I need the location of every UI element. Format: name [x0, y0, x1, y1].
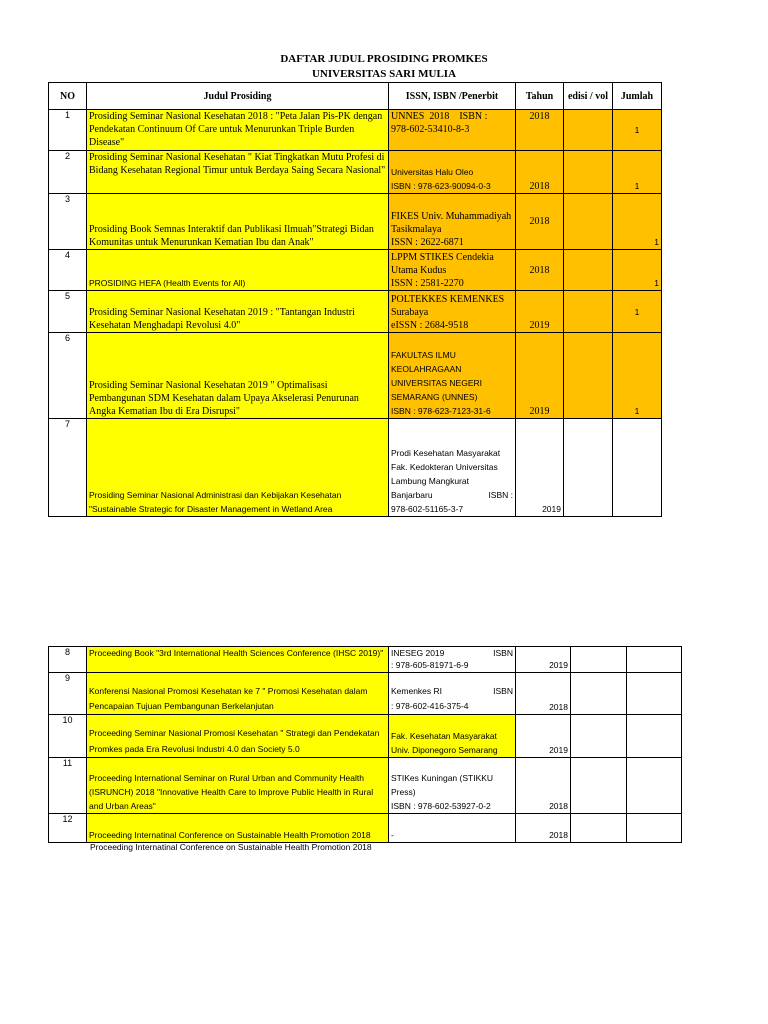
- row-edisi: [564, 151, 613, 194]
- row-edisi: [564, 419, 613, 517]
- header-judul: Judul Prosiding: [87, 83, 389, 110]
- table-row: [49, 673, 682, 715]
- row-no: 6: [49, 333, 87, 419]
- row-edisi: [564, 194, 613, 250]
- row-edisi: [564, 291, 613, 333]
- row-edisi: [571, 758, 627, 814]
- row-no: 4: [49, 250, 87, 291]
- row-edisi: [571, 814, 627, 843]
- table-row: [49, 814, 682, 843]
- row-judul: PROSIDING HEFA (Health Events for All): [87, 250, 389, 291]
- row-jumlah: [627, 647, 682, 673]
- row-no: 9: [49, 673, 87, 715]
- document-title: DAFTAR JUDUL PROSIDING PROMKES: [280, 53, 488, 65]
- row-tahun: 2018: [516, 250, 564, 291]
- row-jumlah: [627, 814, 682, 843]
- row-penerbit: [389, 647, 516, 673]
- header-no: NO: [49, 83, 87, 110]
- penerbit-isbn-label: ISBN :: [488, 490, 513, 500]
- row-edisi: [571, 673, 627, 715]
- row-judul: Proceeding International Seminar on Rural Urban and Community Health (ISRUNCH) 2018 "Innovative Health Care to Improve Public Health in Rural and Urban Areas": [87, 758, 389, 814]
- row-judul: Prosiding Seminar Nasional Kesehatan " Kiat Tingkatkan Mutu Profesi di Bidang Kesehatan Regional Timur untuk Berdaya Saing Secara Nasional": [87, 151, 389, 194]
- row-penerbit: [389, 758, 516, 814]
- row-tahun: 2019: [516, 291, 564, 333]
- table-row: [49, 758, 682, 814]
- penerbit-line: ISSN : 2581-2270: [391, 278, 464, 289]
- row-penerbit: [389, 333, 516, 419]
- row-tahun: 2018: [516, 194, 564, 250]
- header-edisi: edisi / vol: [564, 83, 613, 110]
- row-jumlah: 1: [613, 333, 662, 419]
- table-row: [49, 419, 662, 517]
- row-no: 7: [49, 419, 87, 517]
- table-row: [49, 110, 662, 151]
- prosiding-table: [48, 82, 662, 517]
- row-penerbit: -: [389, 814, 516, 843]
- penerbit-isbn-label: ISBN: [493, 648, 513, 658]
- table-header-row: [49, 83, 662, 110]
- penerbit-line: [391, 647, 513, 659]
- penerbit-line: FAKULTAS ILMU KEOLAHRAGAAN UNIVERSITAS NEGERI SEMARANG (UNNES): [391, 350, 482, 402]
- row-judul: Prosiding Seminar Nasional Kesehatan 2019 " Optimalisasi Pembangunan SDM Kesehatan dalam Upaya Akselerasi Penurunan Angka Kematian Ibu di Era Disrupsi": [87, 333, 389, 419]
- penerbit-line: FIKES Univ. Muhammadiyah Tasikmalaya: [391, 211, 512, 235]
- penerbit-line: Prodi Kesehatan Masyarakat Fak. Kedokteran Universitas Lambung Mangkurat: [391, 448, 501, 486]
- row-no: 5: [49, 291, 87, 333]
- table-row: [49, 333, 662, 419]
- penerbit-line: UNNES 2018 ISBN :: [391, 111, 488, 122]
- penerbit-line: : 978-605-81971-6-9: [391, 660, 469, 670]
- row-penerbit: [389, 151, 516, 194]
- penerbit-line: POLTEKKES KEMENKES Surabaya: [391, 294, 505, 318]
- row-jumlah: 1: [613, 250, 662, 291]
- row-no: 10: [49, 715, 87, 758]
- row-no: 2: [49, 151, 87, 194]
- row-judul: Proceeding Seminar Nasional Promosi Kesehatan " Strategi dan Pendekatan Promkes pada Era Revolusi Industri 4.0 dan Society 5.0: [87, 715, 389, 758]
- row-edisi: [571, 715, 627, 758]
- row-penerbit: [389, 250, 516, 291]
- table-row: [49, 291, 662, 333]
- row-penerbit: Fak. Kesehatan Masyarakat Univ. Diponegoro Semarang: [389, 715, 516, 758]
- penerbit-line: ISSN : 2622-6871: [391, 237, 464, 248]
- row-penerbit: [389, 673, 516, 715]
- header-jumlah: Jumlah: [613, 83, 662, 110]
- row-no: 11: [49, 758, 87, 814]
- row-edisi: [571, 647, 627, 673]
- header-penerbit: ISSN, ISBN /Penerbit: [389, 83, 516, 110]
- row-penerbit: [389, 291, 516, 333]
- row-judul: Prosiding Seminar Nasional Kesehatan 2019 : "Tantangan Industri Kesehatan Menghadapi Revolusi 4.0": [87, 291, 389, 333]
- row-tahun: 2018: [516, 673, 571, 715]
- row-jumlah: 1: [613, 151, 662, 194]
- penerbit-line: STIKes Kuningan (STIKKU Press): [391, 773, 494, 797]
- row-tahun: 2018: [516, 758, 571, 814]
- row-judul: Proceeding Book "3rd International Health Sciences Conference (IHSC 2019)": [87, 647, 389, 673]
- table-row: [49, 647, 682, 673]
- penerbit-name: INESEG 2019: [391, 648, 445, 658]
- penerbit-city: Banjarbaru: [391, 490, 433, 500]
- row-edisi: [564, 250, 613, 291]
- table-row: [49, 151, 662, 194]
- prosiding-table-continued: [48, 646, 682, 843]
- row-tahun: 2018: [516, 151, 564, 194]
- row-jumlah: [613, 419, 662, 517]
- table-row: [49, 715, 682, 758]
- header-tahun: Tahun: [516, 83, 564, 110]
- penerbit-line: ISBN : 978-623-7123-31-6: [391, 406, 491, 416]
- penerbit-line: [391, 488, 513, 502]
- penerbit-isbn-label: ISBN: [493, 686, 513, 696]
- penerbit-line: 978-602-53410-8-3: [391, 124, 470, 135]
- row-judul: Prosiding Book Semnas Interaktif dan Publikasi Ilmuah"Strategi Bidan Komunitas untuk Menurunkan Kematian Ibu dan Anak": [87, 194, 389, 250]
- row-tahun: 2018: [516, 110, 564, 151]
- row-jumlah: 1: [613, 194, 662, 250]
- penerbit-line: Universitas Halu Oleo: [391, 167, 474, 177]
- penerbit-line: ISBN : 978-623-90094-0-3: [391, 181, 491, 191]
- row-jumlah: [627, 673, 682, 715]
- row-edisi: [564, 333, 613, 419]
- row-no: 3: [49, 194, 87, 250]
- row-tahun: 2019: [516, 715, 571, 758]
- row-no: 8: [49, 647, 87, 673]
- penerbit-line: eISSN : 2684-9518: [391, 320, 469, 331]
- row-judul: Prosiding Seminar Nasional Kesehatan 2018 : "Peta Jalan Pis-PK dengan Pendekatan Continuum Of Care untuk Menurunkan Triple Burden Disease": [87, 110, 389, 151]
- row-judul: Prosiding Seminar Nasional Administrasi dan Kebijakan Kesehatan "Sustainable Strategic for Disaster Management in Wetland Area: [87, 419, 389, 517]
- row-tahun: 2019: [516, 333, 564, 419]
- row-penerbit: [389, 194, 516, 250]
- penerbit-line: ISBN : 978-602-53927-0-2: [391, 801, 491, 811]
- penerbit-line: 978-602-51165-3-7: [391, 504, 464, 514]
- overflow-note: Proceeding Internatinal Conference on Sustainable Health Promotion 2018: [90, 842, 372, 852]
- row-judul: Proceeding Internatinal Conference on Sustainable Health Promotion 2018: [87, 814, 389, 843]
- row-no: 12: [49, 814, 87, 843]
- penerbit-line: LPPM STIKES Cendekia Utama Kudus: [391, 252, 494, 276]
- row-tahun: 2018: [516, 814, 571, 843]
- row-jumlah: 1: [613, 110, 662, 151]
- institution-title: UNIVERSITAS SARI MULIA: [311, 68, 457, 80]
- penerbit-line: [391, 684, 513, 699]
- row-jumlah: [627, 758, 682, 814]
- table-row: [49, 250, 662, 291]
- penerbit-name: Kemenkes RI: [391, 686, 443, 696]
- row-jumlah: [627, 715, 682, 758]
- row-tahun: 2019: [516, 419, 564, 517]
- row-judul: Konferensi Nasional Promosi Kesehatan ke 7 " Promosi Kesehatan dalam Pencapaian Tujuan Pembangunan Berkelanjutan: [87, 673, 389, 715]
- penerbit-line: : 978-602-416-375-4: [391, 701, 469, 711]
- row-jumlah: 1: [613, 291, 662, 333]
- row-tahun: 2019: [516, 647, 571, 673]
- table-row: [49, 194, 662, 250]
- row-penerbit: [389, 110, 516, 151]
- row-edisi: [564, 110, 613, 151]
- row-no: 1: [49, 110, 87, 151]
- row-penerbit: [389, 419, 516, 517]
